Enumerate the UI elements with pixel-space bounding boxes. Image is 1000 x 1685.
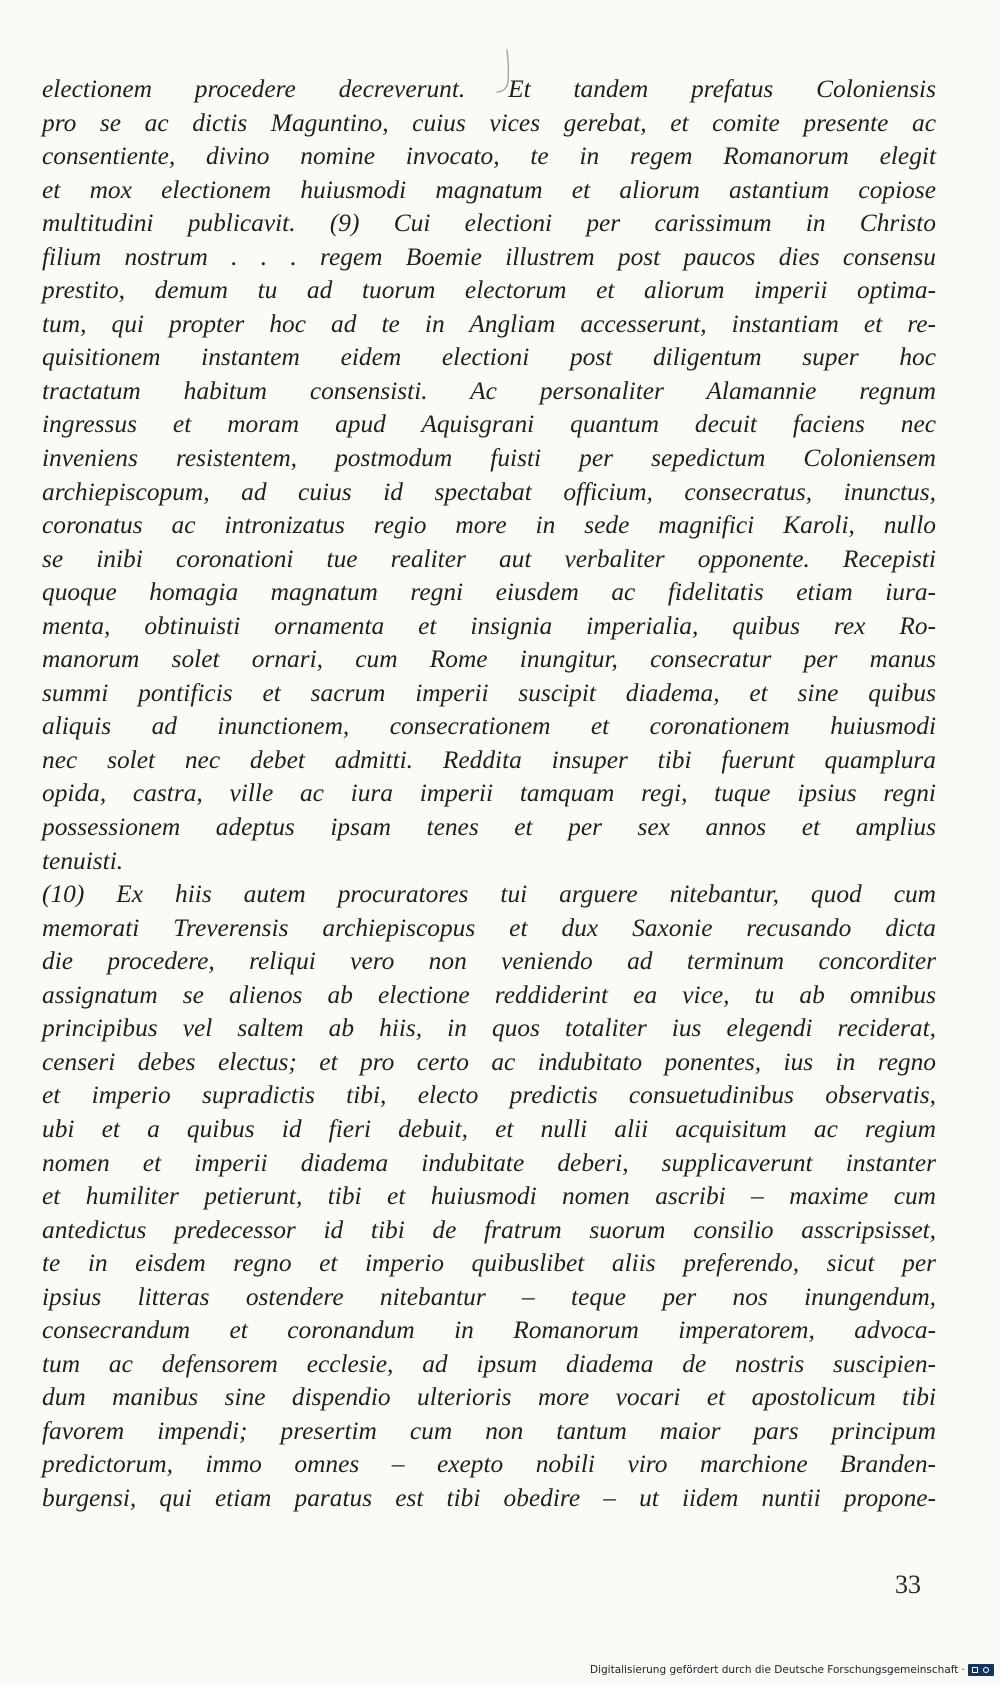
text-line: nomen et imperii diadema indubitate deberi, supplicaverunt instanter [42, 1148, 936, 1177]
text-line: aliquis ad inunctionem, consecrationem et coronationem huiusmodi [42, 712, 936, 741]
text-line: te in eisdem regno et imperio quibuslibet aliis preferendo, sicut per [42, 1249, 936, 1278]
text-line: nec solet nec debet admitti. Reddita insuper tibi fuerunt quamplura [42, 745, 936, 774]
text-line: et mox electionem huiusmodi magnatum et aliorum astantium copiose [42, 175, 936, 204]
text-line: favorem impendi; presertim cum non tantum maior pars principum [42, 1416, 936, 1445]
text-line: et humiliter petierunt, tibi et huiusmodi nomen ascribi – maxime cum [42, 1182, 936, 1211]
text-line: tum ac defensorem ecclesie, ad ipsum diadema de nostris suscipien- [42, 1349, 936, 1378]
text-line: (10) Ex hiis autem procuratores tui arguere nitebantur, quod cum [42, 880, 936, 909]
text-line: menta, obtinuisti ornamenta et insignia imperialia, quibus rex Ro- [42, 611, 936, 640]
text-line: quisitionem instantem eidem electioni post diligentum super hoc [42, 343, 936, 372]
footer-separator: · [961, 1664, 965, 1676]
text-line: pro se ac dictis Maguntino, cuius vices gerebat, et comite presente ac [42, 108, 936, 137]
footer-text: Digitalisierung gefördert durch die Deutsche Forschungsgemeinschaft [590, 1664, 959, 1676]
text-line: tum, qui propter hoc ad te in Angliam accesserunt, instantiam et re- [42, 309, 936, 338]
text-line: ubi et a quibus id fieri debuit, et nulli alii acquisitum ac regium [42, 1114, 936, 1143]
text-line: predictorum, immo omnes – exepto nobili viro marchione Branden- [42, 1450, 936, 1479]
text-line: memorati Treverensis archiepiscopus et dux Saxonie recusando dicta [42, 913, 936, 942]
text-line: quoque homagia magnatum regni eiusdem ac fidelitatis etiam iura- [42, 578, 936, 607]
text-line: tenuisti. [42, 846, 124, 875]
text-line: censeri debes electus; et pro certo ac indubitato ponentes, ius in regno [42, 1047, 936, 1076]
text-line: multitudini publicavit. (9) Cui electioni per carissimum in Christo [42, 209, 936, 238]
text-line: ipsius litteras ostendere nitebantur – teque per nos inungendum, [42, 1282, 936, 1311]
text-line: consecrandum et coronandum in Romanorum imperatorem, advoca- [42, 1316, 936, 1345]
digitization-footer [590, 1663, 994, 1677]
text-line: prestito, demum tu ad tuorum electorum et aliorum imperii optima- [42, 276, 936, 305]
text-line: se inibi coronationi tue realiter aut verbaliter opponente. Recepisti [42, 544, 936, 573]
text-line: et imperio supradictis tibi, electo predictis consuetudinibus observatis, [42, 1081, 936, 1110]
text-line: dum manibus sine dispendio ulterioris more vocari et apostolicum tibi [42, 1383, 936, 1412]
text-line: assignatum se alienos ab electione reddiderint ea vice, tu ab omnibus [42, 980, 936, 1009]
page-number: 33 [895, 1570, 921, 1599]
text-line: coronatus ac intronizatus regio more in sede magnifici Karoli, nullo [42, 511, 936, 540]
text-line: consentiente, divino nomine invocato, te in regem Romanorum elegit [42, 142, 936, 171]
text-line: archiepiscopum, ad cuius id spectabat officium, consecratus, inunctus, [42, 477, 936, 506]
text-line: tractatum habitum consensisti. Ac personaliter Alamannie regnum [42, 376, 936, 405]
text-line: inveniens resistentem, postmodum fuisti per sepedictum Coloniensem [42, 444, 936, 473]
text-line: antedictus predecessor id tibi de fratrum suorum consilio asscripsisset, [42, 1215, 936, 1244]
text-line: electionem procedere decreverunt. Et tandem prefatus Coloniensis [42, 75, 936, 103]
text-line: burgensi, qui etiam paratus est tibi obedire – ut iidem nuntii propone- [42, 1483, 936, 1512]
text-line: ingressus et moram apud Aquisgrani quantum decuit faciens nec [42, 410, 936, 439]
text-line: principibus vel saltem ab hiis, in quos totaliter ius elegendi reciderat, [42, 1014, 936, 1043]
text-line: possessionem adeptus ipsam tenes et per sex annos et amplius [42, 813, 936, 842]
dfg-logo-icon [968, 1664, 994, 1676]
text-line: summi pontificis et sacrum imperii suscipit diadema, et sine quibus [42, 678, 936, 707]
body-text [42, 73, 936, 1516]
text-line: die procedere, reliqui vero non veniendo ad terminum concorditer [42, 947, 936, 976]
text-line: manorum solet ornari, cum Rome inungitur, consecratur per manus [42, 645, 936, 674]
text-line: filium nostrum . . . regem Boemie illustrem post paucos dies consensu [42, 242, 936, 271]
text-line: opida, castra, ville ac iura imperii tamquam regi, tuque ipsius regni [42, 779, 936, 808]
